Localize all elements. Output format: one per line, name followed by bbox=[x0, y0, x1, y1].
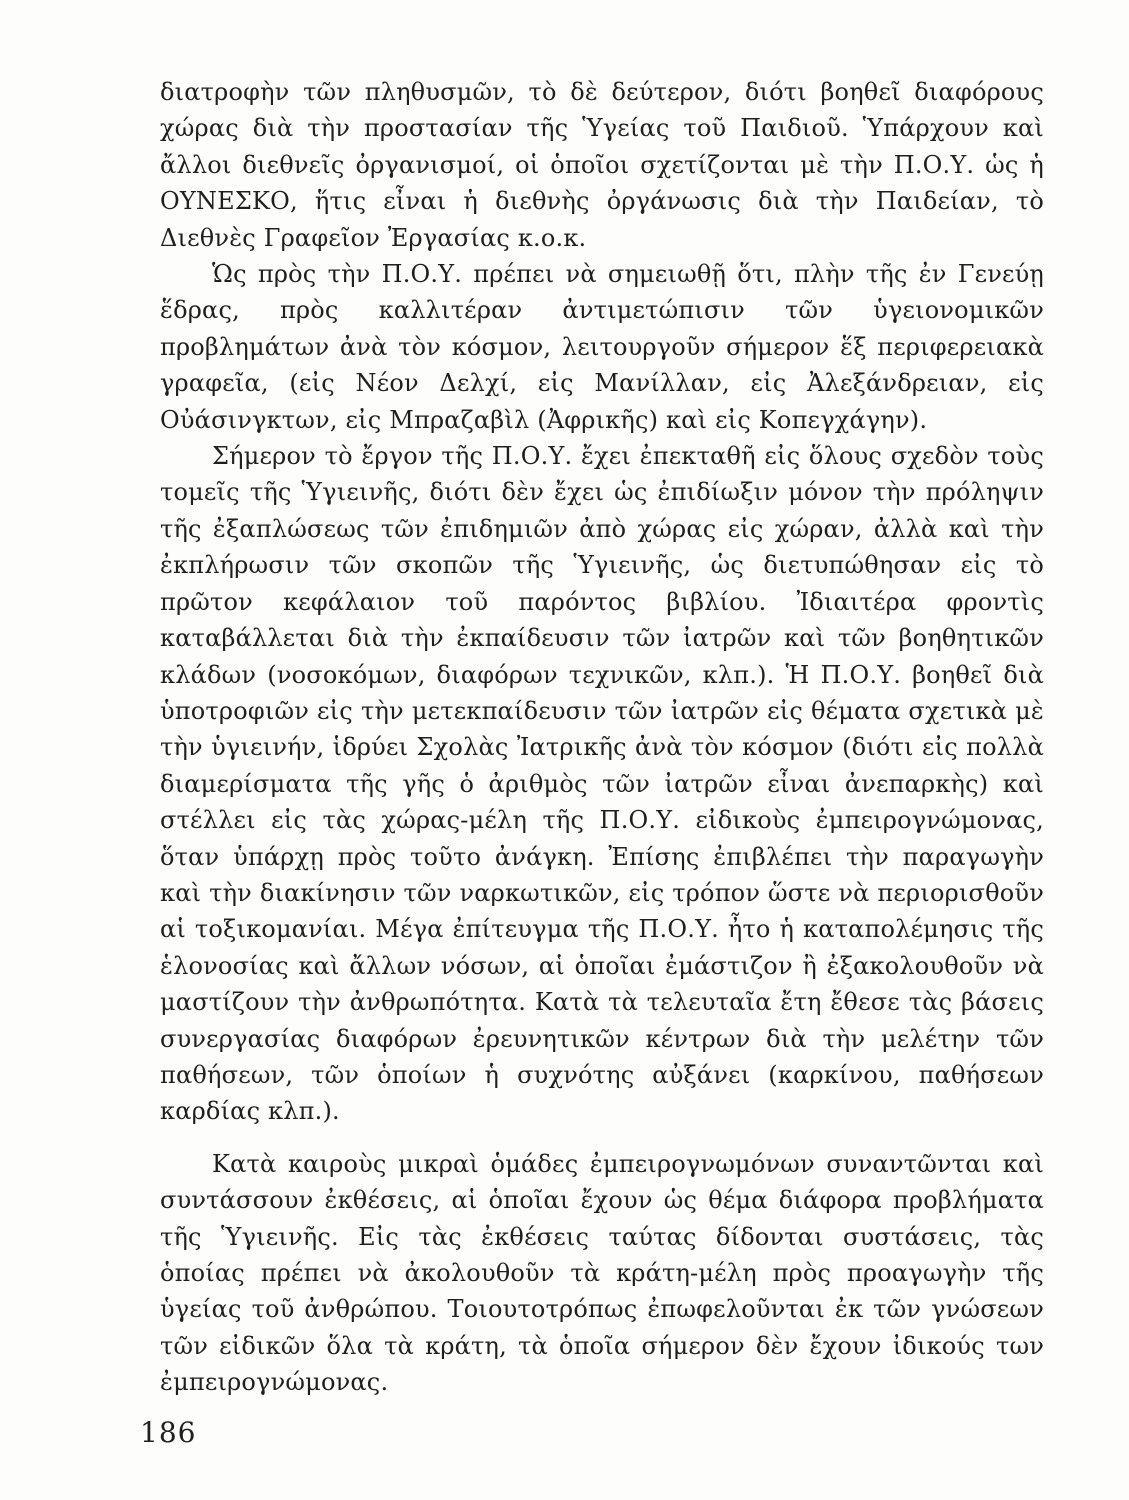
paragraph-regional-offices: Ὡς πρὸς τὴν Π.Ο.Υ. πρέπει νὰ σημειωθῇ ὅτι, πλὴν τῆς ἐν Γενεύῃ ἕδρας, πρὸς καλλιτέραν ἀντιμετώπισιν τῶν ὑγειονομικῶν προβλημάτων ἀνὰ τὸν κόσμον, λειτουργοῦν σήμερον ἕξ περιφερειακὰ γραφεῖα, (εἰς Νέον Δελχί, εἰς Μανίλλαν, εἰς Ἀλεξάνδρειαν, εἰς Οὐάσινγκτων, εἰς Μπραζαβὶλ (Ἀφρικῆς) καὶ εἰς Κοπεγχάγην). bbox=[160, 260, 1044, 434]
paragraph-expert-groups: Κατὰ καιροὺς μικραὶ ὁμάδες ἐμπειρογνωμόνων συναντῶνται καὶ συντάσσουν ἐκθέσεις, αἱ ὁποῖαι ἔχουν ὡς θέμα διάφορα προβλήματα τῆς Ὑγιεινῆς. Εἰς τὰς ἐκθέσεις ταύτας δίδονται συστάσεις, τὰς ὁποίας πρέπει νὰ ἀκολουθοῦν τὰ κράτη-μέλη πρὸς προαγωγὴν τῆς ὑγείας τοῦ ἀνθρώπου. Τοιουτοτρόπως ἐπωφελοῦνται ἐκ τῶν γνώσεων τῶν εἰδικῶν ὅλα τὰ κράτη, τὰ ὁποῖα σήμερον δὲν ἔχουν ἰδικούς των ἐμπειρογνώμονας. bbox=[160, 1149, 1044, 1397]
body-text bbox=[160, 74, 1044, 1401]
paragraph-who-work: Σήμερον τὸ ἔργον τῆς Π.Ο.Υ. ἔχει ἐπεκταθῆ εἰς ὅλους σχεδὸν τοὺς τομεῖς τῆς Ὑγιεινῆς, διότι δὲν ἔχει ὡς ἐπιδίωξιν μόνον τὴν πρόληψιν τῆς ἐξαπλώσεως τῶν ἐπιδημιῶν ἀπὸ χώρας εἰς χώραν, ἀλλὰ καὶ τὴν ἐκπλήρωσιν τῶν σκοπῶν τῆς Ὑγιεινῆς, ὡς διετυπώθησαν εἰς τὸ πρῶτον κεφάλαιον τοῦ παρόντος βιβλίου. Ἰδιαιτέρα φροντὶς καταβάλλεται διὰ τὴν ἐκπαίδευσιν τῶν ἰατρῶν καὶ τῶν βοηθητικῶν κλάδων (νοσοκόμων, διαφόρων τεχνικῶν, κλπ.). Ἡ Π.Ο.Υ. βοηθεῖ διὰ ὑποτροφιῶν εἰς τὴν μετεκπαίδευσιν τῶν ἰατρῶν εἰς θέματα σχετικὰ μὲ τὴν ὑγιεινήν, ἱδρύει Σχολὰς Ἰατρικῆς ἀνὰ τὸν κόσμον (διότι εἰς πολλὰ διαμερίσματα τῆς γῆς ὁ ἀριθμὸς τῶν ἰατρῶν εἶναι ἀνεπαρκὴς) καὶ στέλλει εἰς τὰς χώρας-μέλη τῆς Π.Ο.Υ. εἰδικοὺς ἐμπειρογνώμονας, ὅταν ὑπάρχῃ πρὸς τοῦτο ἀνάγκη. Ἐπίσης ἐπιβλέπει τὴν παραγωγὴν καὶ τὴν διακίνησιν τῶν ναρκωτικῶν, εἰς τρόπον ὥστε νὰ περιορισθοῦν αἱ τοξικομανίαι. Μέγα ἐπίτευγμα τῆς Π.Ο.Υ. ἦτο ἡ καταπολέμησις τῆς ἑλονοσίας καὶ ἄλλων νόσων, αἱ ὁποῖαι ἐμάστιζον ἢ ἐξακολουθοῦν νὰ μαστίζουν τὴν ἀνθρωπότητα. Κατὰ τὰ τελευταῖα ἔτη ἔθεσε τὰς βάσεις συνεργασίας διαφόρων ἐρευνητικῶν κέντρων διὰ τὴν μελέτην τῶν παθήσεων, τῶν ὁποίων ἡ συχνότης αὐξάνει (καρκίνου, παθήσεων καρδίας κλπ.). bbox=[160, 442, 1044, 1126]
paragraph-continuation: διατροφὴν τῶν πληθυσμῶν, τὸ δὲ δεύτερον, διότι βοηθεῖ διαφόρους χώρας διὰ τὴν προστασίαν τῆς Ὑγείας τοῦ Παιδιοῦ. Ὑπάρχουν καὶ ἄλλοι διεθνεῖς ὀργανισμοί, οἱ ὁποῖοι σχετίζονται μὲ τὴν Π.Ο.Υ. ὡς ἡ ΟΥΝΕΣΚΟ, ἥτις εἶναι ἡ διεθνὴς ὀργάνωσις διὰ τὴν Παιδείαν, τὸ Διεθνὲς Γραφεῖον Ἐργασίας κ.ο.κ. bbox=[160, 78, 1044, 252]
page-number: 186 bbox=[140, 1416, 197, 1449]
